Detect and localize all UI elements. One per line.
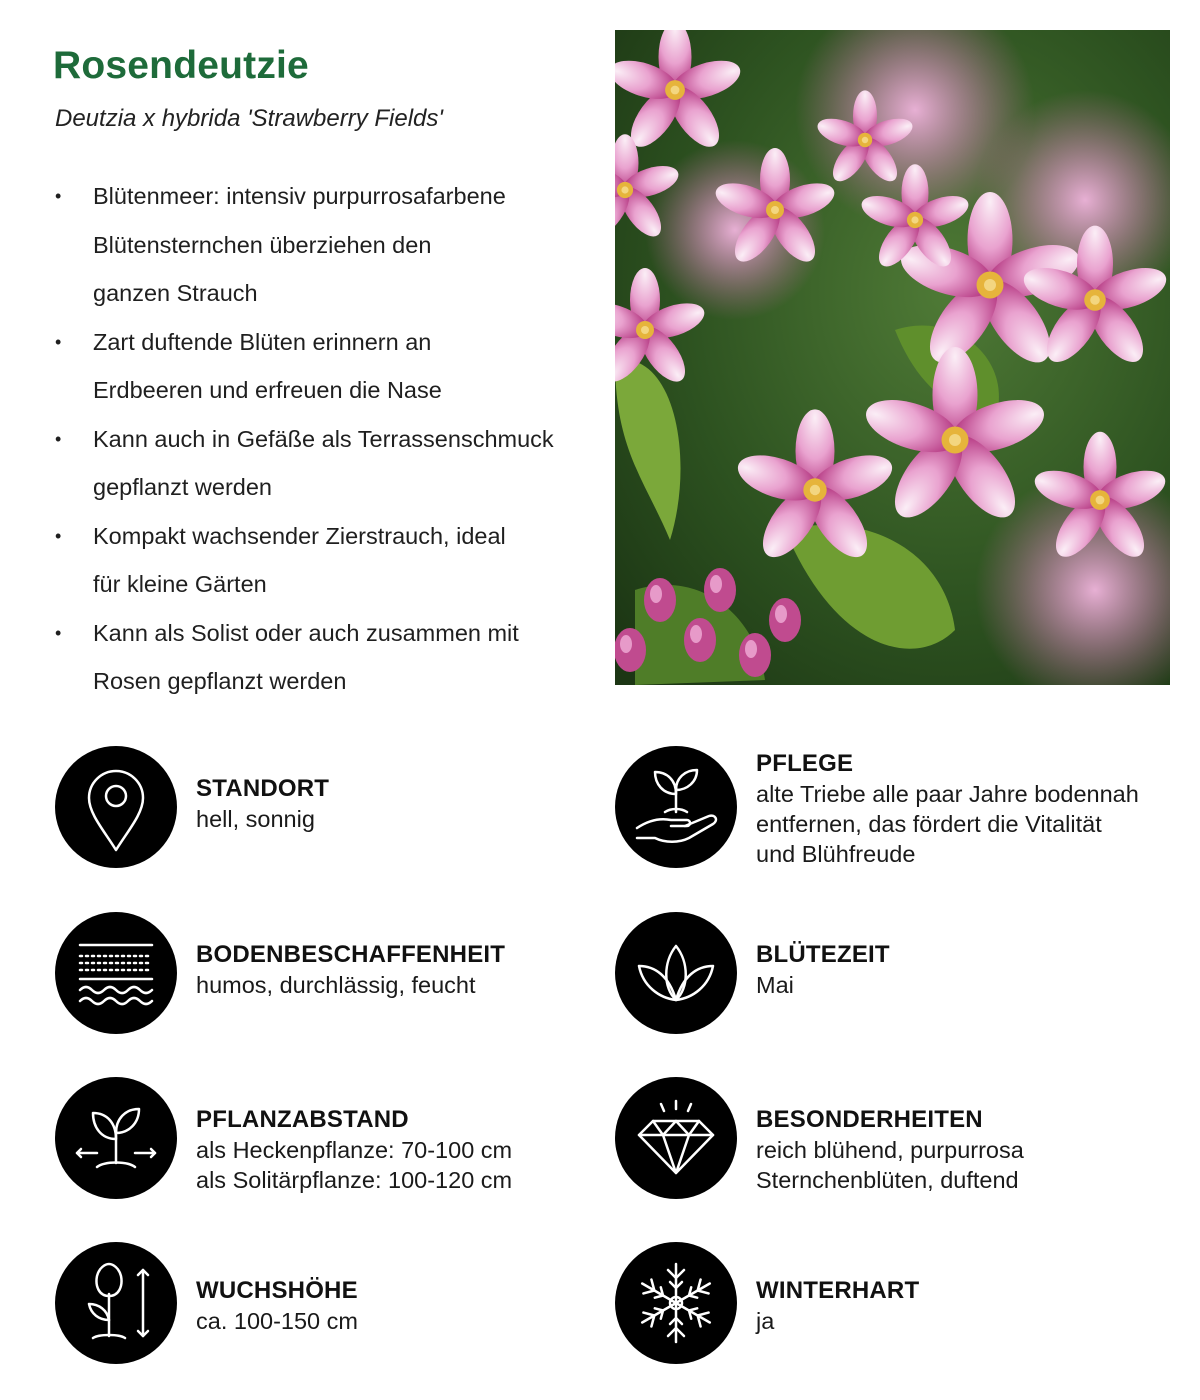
feature-heading: WINTERHART: [756, 1277, 920, 1304]
feature-value: ca. 100-150 cm: [196, 1308, 358, 1334]
feature-value: reich blühend, purpurrosa Sternchenblüten, duftend: [756, 1137, 1024, 1193]
soil-layers-icon: [55, 912, 177, 1034]
lotus-flower-icon: [615, 912, 737, 1034]
feature-heading: STANDORT: [196, 775, 330, 802]
tree-height-icon: [55, 1242, 177, 1364]
bullet-dot-icon: •: [55, 186, 62, 206]
feature-heading: PFLEGE: [756, 750, 854, 777]
feature-pflanzabstand: [55, 1077, 615, 1202]
bullet-text: Kompakt wachsender Zierstrauch, ideal für kleine Gärten: [93, 522, 506, 597]
bullet-dot-icon: •: [55, 622, 62, 643]
feature-bodenbeschaffenheit: [55, 912, 615, 1037]
hand-seedling-icon: [615, 746, 737, 868]
diamond-icon: [615, 1077, 737, 1199]
feature-wuchshoehe: [55, 1242, 615, 1367]
bullet-dot-icon: •: [55, 428, 62, 449]
page-title: Rosendeutzie: [53, 44, 309, 87]
feature-standort: [55, 746, 615, 871]
location-pin-icon: [55, 746, 177, 868]
bullet-text: Kann auch in Gefäße als Terrassenschmuck gepflanzt werden: [93, 425, 554, 500]
feature-value: Mai: [756, 972, 794, 998]
feature-bluetezeit: [615, 912, 1175, 1037]
deutzia-flower-photo: [615, 30, 1170, 685]
feature-winterhart: [615, 1242, 1175, 1367]
feature-besonderheiten: [615, 1077, 1175, 1202]
feature-bullet-list: [55, 172, 600, 706]
bullet-dot-icon: •: [55, 331, 62, 352]
feature-value: humos, durchlässig, feucht: [196, 972, 476, 998]
list-item: [55, 609, 600, 706]
feature-pflege: [615, 746, 1175, 871]
feature-value: hell, sonnig: [196, 806, 315, 832]
list-item: [55, 415, 600, 512]
plant-spacing-icon: [55, 1077, 177, 1199]
feature-heading: BLÜTEZEIT: [756, 941, 890, 968]
feature-heading: PFLANZABSTAND: [196, 1106, 409, 1133]
bullet-text: Kann als Solist oder auch zusammen mit Rosen gepflanzt werden: [93, 619, 519, 694]
feature-value: ja: [756, 1308, 775, 1334]
latin-name: Deutzia x hybrida 'Strawberry Fields': [55, 105, 443, 132]
feature-value: alte Triebe alle paar Jahre bodennah entfernen, das fördert die Vitalität und Blühfreude: [756, 781, 1139, 867]
bullet-text: Zart duftende Blüten erinnern an Erdbeeren und erfreuen die Nase: [93, 328, 442, 403]
list-item: [55, 318, 600, 415]
snowflake-icon: [615, 1242, 737, 1364]
bullet-text: Blütenmeer: intensiv purpurrosafarbene Blütensternchen überziehen den ganzen Strauch: [93, 183, 506, 306]
feature-heading: WUCHSHÖHE: [196, 1277, 358, 1304]
feature-heading: BODENBESCHAFFENHEIT: [196, 941, 506, 968]
list-item: [55, 512, 600, 609]
list-item: [55, 172, 600, 318]
feature-heading: BESONDERHEITEN: [756, 1106, 983, 1133]
bullet-dot-icon: •: [55, 525, 62, 546]
feature-value: als Heckenpflanze: 70-100 cm als Solitärpflanze: 100-120 cm: [196, 1137, 513, 1193]
